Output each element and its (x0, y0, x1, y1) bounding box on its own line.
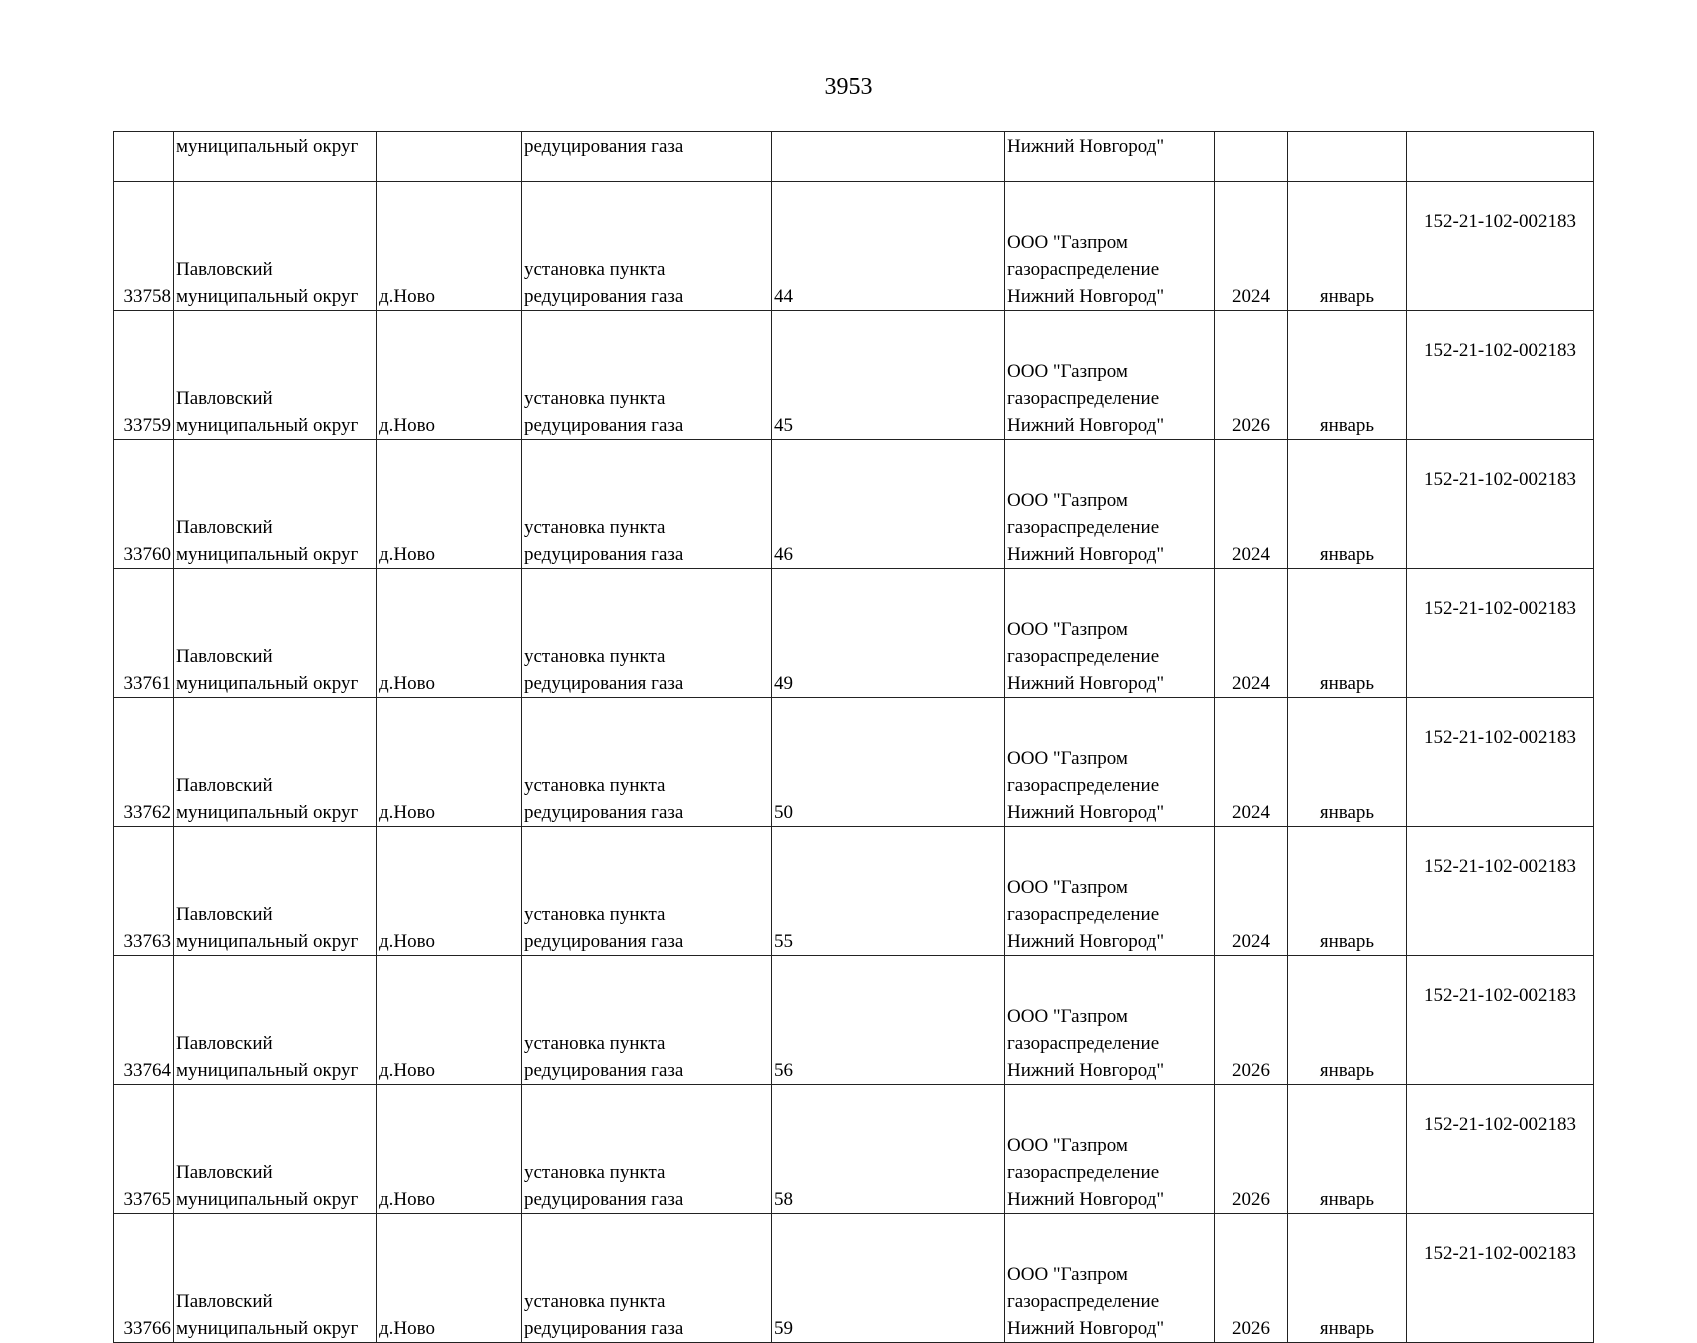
cell-org-l2: газораспределение (1007, 1291, 1160, 1312)
cell-work (522, 1214, 772, 1343)
registry-table (113, 131, 1594, 1343)
cell-district-l1: Павловский (176, 259, 273, 280)
cell-num (114, 311, 174, 440)
cell-org (1005, 827, 1215, 956)
cell-year: 2024 (1232, 931, 1270, 952)
cell-year: 2026 (1232, 415, 1270, 436)
cell-org-l2: газораспределение (1007, 646, 1160, 667)
cell-year (1215, 132, 1288, 182)
cell-house: 46 (774, 544, 793, 565)
cell-year: 2024 (1232, 802, 1270, 823)
cell-org-l3: Нижний Новгород" (1007, 673, 1165, 694)
cell-year: 2024 (1232, 673, 1270, 694)
cell-district-l1: Павловский (176, 646, 273, 667)
cell-code: 152-21-102-002183 (1424, 211, 1576, 232)
cell-org (1005, 440, 1215, 569)
cell-village: д.Ново (379, 415, 435, 436)
cell-house: 44 (774, 286, 793, 307)
cell-year: 2024 (1232, 286, 1270, 307)
cell-district-l1: Павловский (176, 1033, 273, 1054)
cell-num (114, 182, 174, 311)
cell-house: 59 (774, 1318, 793, 1339)
cell-house (772, 182, 1005, 311)
cell-work-l1: установка пункта (524, 259, 666, 280)
cell-village (377, 132, 522, 182)
table-row (114, 440, 1594, 569)
cell-month (1288, 182, 1407, 311)
cell-org-l1: ООО "Газпром (1007, 619, 1128, 640)
cell-district-l1: Павловский (176, 904, 273, 925)
cell-org-l3: Нижний Новгород" (1007, 802, 1165, 823)
cell-month: январь (1319, 1189, 1375, 1210)
cell-code (1407, 1214, 1594, 1343)
cell-village: д.Ново (379, 802, 435, 823)
cell-house: 55 (774, 931, 793, 952)
cell-org (1005, 569, 1215, 698)
cell-month: январь (1319, 931, 1375, 952)
cell-work-l2: редуцирования газа (524, 1189, 684, 1210)
cell-org-l3: Нижний Новгород" (1007, 544, 1165, 565)
table-row (114, 1214, 1594, 1343)
cell-district: муниципальный округ (174, 132, 377, 182)
cell-work-l1: установка пункта (524, 1162, 666, 1183)
cell-work (522, 440, 772, 569)
cell-month: январь (1319, 415, 1375, 436)
cell-village (377, 311, 522, 440)
cell-year: 2026 (1232, 1189, 1270, 1210)
cell-org-l1: ООО "Газпром (1007, 748, 1128, 769)
cell-org-l1: ООО "Газпром (1007, 490, 1128, 511)
cell-org-l2: газораспределение (1007, 1033, 1160, 1054)
cell-org-l3: Нижний Новгород" (1007, 1060, 1165, 1081)
cell-village (377, 1214, 522, 1343)
cell-work-l2: редуцирования газа (524, 1318, 684, 1339)
cell-code: 152-21-102-002183 (1424, 1114, 1576, 1135)
cell-code (1407, 956, 1594, 1085)
cell-month: январь (1319, 673, 1375, 694)
cell-org-l1: ООО "Газпром (1007, 877, 1128, 898)
cell-house (772, 827, 1005, 956)
cell-year (1215, 440, 1288, 569)
cell-year (1215, 311, 1288, 440)
cell-work-l2: редуцирования газа (524, 415, 684, 436)
cell-org-l1: ООО "Газпром (1007, 361, 1128, 382)
cell-house (772, 956, 1005, 1085)
cell-district (174, 698, 377, 827)
cell-num (114, 132, 174, 182)
cell-work-l1: установка пункта (524, 1033, 666, 1054)
cell-org (1005, 182, 1215, 311)
cell-house (772, 698, 1005, 827)
cell-district-l2: муниципальный округ (176, 802, 359, 823)
cell-code (1407, 827, 1594, 956)
table-row-continued (114, 132, 1594, 182)
cell-district-l1: Павловский (176, 1162, 273, 1183)
table-row (114, 311, 1594, 440)
cell-num: 33761 (123, 673, 171, 694)
cell-code: 152-21-102-002183 (1424, 469, 1576, 490)
cell-village (377, 827, 522, 956)
cell-year: 2024 (1232, 544, 1270, 565)
cell-org: Нижний Новгород" (1005, 132, 1215, 182)
cell-village (377, 698, 522, 827)
cell-year (1215, 1214, 1288, 1343)
cell-month: январь (1319, 1060, 1375, 1081)
cell-org (1005, 311, 1215, 440)
cell-district-l2: муниципальный округ (176, 673, 359, 694)
cell-year (1215, 1085, 1288, 1214)
cell-village: д.Ново (379, 1318, 435, 1339)
cell-district-l1: Павловский (176, 775, 273, 796)
cell-num (114, 698, 174, 827)
cell-code (1407, 132, 1594, 182)
cell-district (174, 440, 377, 569)
cell-district-l2: муниципальный округ (176, 1060, 359, 1081)
cell-work-l1: установка пункта (524, 904, 666, 925)
page-number: 3953 (824, 74, 873, 100)
cell-house: 56 (774, 1060, 793, 1081)
cell-village: д.Ново (379, 931, 435, 952)
cell-org-l3: Нижний Новгород" (1007, 931, 1165, 952)
cell-year: 2026 (1232, 1060, 1270, 1081)
cell-year (1215, 956, 1288, 1085)
cell-year (1215, 182, 1288, 311)
cell-work-l1: установка пункта (524, 646, 666, 667)
cell-work (522, 956, 772, 1085)
cell-month (1288, 956, 1407, 1085)
table-row (114, 1085, 1594, 1214)
cell-house: 58 (774, 1189, 793, 1210)
cell-org (1005, 698, 1215, 827)
cell-village: д.Ново (379, 673, 435, 694)
cell-work (522, 569, 772, 698)
cell-work (522, 311, 772, 440)
cell-house (772, 132, 1005, 182)
cell-work-l2: редуцирования газа (524, 931, 684, 952)
cell-month (1288, 827, 1407, 956)
cell-code: 152-21-102-002183 (1424, 727, 1576, 748)
cell-num: 33759 (123, 415, 171, 436)
cell-num: 33760 (123, 544, 171, 565)
cell-month (1288, 440, 1407, 569)
cell-code (1407, 311, 1594, 440)
cell-code (1407, 698, 1594, 827)
cell-month: январь (1319, 544, 1375, 565)
registry-table-body (114, 132, 1594, 1343)
cell-code (1407, 440, 1594, 569)
cell-org-l2: газораспределение (1007, 517, 1160, 538)
cell-village (377, 182, 522, 311)
cell-district-l2: муниципальный округ (176, 286, 359, 307)
cell-work-l1: установка пункта (524, 775, 666, 796)
cell-year: 2026 (1232, 1318, 1270, 1339)
cell-work-l2: редуцирования газа (524, 286, 684, 307)
cell-code: 152-21-102-002183 (1424, 1243, 1576, 1264)
cell-house: 49 (774, 673, 793, 694)
cell-month: январь (1319, 286, 1375, 307)
cell-org-l2: газораспределение (1007, 775, 1160, 796)
cell-code: 152-21-102-002183 (1424, 985, 1576, 1006)
cell-month (1288, 698, 1407, 827)
cell-org (1005, 1214, 1215, 1343)
cell-year (1215, 569, 1288, 698)
cell-house (772, 1214, 1005, 1343)
cell-village (377, 440, 522, 569)
cell-code: 152-21-102-002183 (1424, 598, 1576, 619)
cell-num: 33766 (123, 1318, 171, 1339)
cell-village: д.Ново (379, 1189, 435, 1210)
cell-org-l2: газораспределение (1007, 904, 1160, 925)
cell-org-l3: Нижний Новгород" (1007, 1318, 1165, 1339)
cell-work-l2: редуцирования газа (524, 673, 684, 694)
cell-district-l2: муниципальный округ (176, 1318, 359, 1339)
cell-work-l2: редуцирования газа (524, 544, 684, 565)
cell-num (114, 569, 174, 698)
cell-house (772, 1085, 1005, 1214)
cell-work (522, 1085, 772, 1214)
cell-village: д.Ново (379, 544, 435, 565)
cell-num (114, 1214, 174, 1343)
cell-org-l1: ООО "Газпром (1007, 232, 1128, 253)
table-row (114, 827, 1594, 956)
cell-org-l1: ООО "Газпром (1007, 1006, 1128, 1027)
cell-work-l1: установка пункта (524, 1291, 666, 1312)
cell-district (174, 827, 377, 956)
cell-district (174, 569, 377, 698)
cell-code (1407, 182, 1594, 311)
cell-num (114, 1085, 174, 1214)
cell-num: 33762 (123, 802, 171, 823)
cell-code (1407, 569, 1594, 698)
cell-district (174, 1214, 377, 1343)
cell-org-l2: газораспределение (1007, 1162, 1160, 1183)
cell-month: январь (1319, 802, 1375, 823)
cell-district (174, 182, 377, 311)
table-row (114, 182, 1594, 311)
cell-code: 152-21-102-002183 (1424, 340, 1576, 361)
cell-district-l1: Павловский (176, 1291, 273, 1312)
cell-num (114, 440, 174, 569)
cell-work-l2: редуцирования газа (524, 1060, 684, 1081)
cell-month: январь (1319, 1318, 1375, 1339)
cell-code: 152-21-102-002183 (1424, 856, 1576, 877)
cell-code (1407, 1085, 1594, 1214)
cell-district-l1: Павловский (176, 388, 273, 409)
cell-district-l2: муниципальный округ (176, 931, 359, 952)
cell-village: д.Ново (379, 1060, 435, 1081)
cell-work: редуцирования газа (522, 132, 772, 182)
cell-month (1288, 132, 1407, 182)
cell-num: 33758 (123, 286, 171, 307)
cell-district (174, 1085, 377, 1214)
cell-year (1215, 698, 1288, 827)
cell-work-l1: установка пункта (524, 517, 666, 538)
cell-work-l2: редуцирования газа (524, 802, 684, 823)
cell-village (377, 1085, 522, 1214)
cell-village (377, 956, 522, 1085)
cell-org-l1: ООО "Газпром (1007, 1135, 1128, 1156)
cell-district (174, 956, 377, 1085)
cell-work (522, 827, 772, 956)
table-row (114, 956, 1594, 1085)
cell-org-l3: Нижний Новгород" (1007, 1189, 1165, 1210)
cell-district-l1: Павловский (176, 517, 273, 538)
cell-num (114, 827, 174, 956)
cell-village (377, 569, 522, 698)
cell-month (1288, 1085, 1407, 1214)
cell-district-l2: муниципальный округ (176, 415, 359, 436)
cell-work-l1: установка пункта (524, 388, 666, 409)
cell-month (1288, 569, 1407, 698)
cell-org-l3: Нижний Новгород" (1007, 286, 1165, 307)
table-row (114, 698, 1594, 827)
cell-house: 45 (774, 415, 793, 436)
cell-num: 33765 (123, 1189, 171, 1210)
cell-org-l1: ООО "Газпром (1007, 1264, 1128, 1285)
cell-org (1005, 956, 1215, 1085)
cell-village: д.Ново (379, 286, 435, 307)
cell-district-l2: муниципальный округ (176, 1189, 359, 1210)
cell-work (522, 698, 772, 827)
cell-house (772, 569, 1005, 698)
cell-num (114, 956, 174, 1085)
cell-year (1215, 827, 1288, 956)
cell-org-l2: газораспределение (1007, 388, 1160, 409)
table-row (114, 569, 1594, 698)
cell-org-l3: Нижний Новгород" (1007, 415, 1165, 436)
cell-house: 50 (774, 802, 793, 823)
cell-work (522, 182, 772, 311)
cell-district (174, 311, 377, 440)
cell-house (772, 440, 1005, 569)
cell-month (1288, 1214, 1407, 1343)
cell-house (772, 311, 1005, 440)
cell-month (1288, 311, 1407, 440)
cell-num: 33764 (123, 1060, 171, 1081)
cell-org (1005, 1085, 1215, 1214)
cell-org-l2: газораспределение (1007, 259, 1160, 280)
cell-num: 33763 (123, 931, 171, 952)
cell-district-l2: муниципальный округ (176, 544, 359, 565)
